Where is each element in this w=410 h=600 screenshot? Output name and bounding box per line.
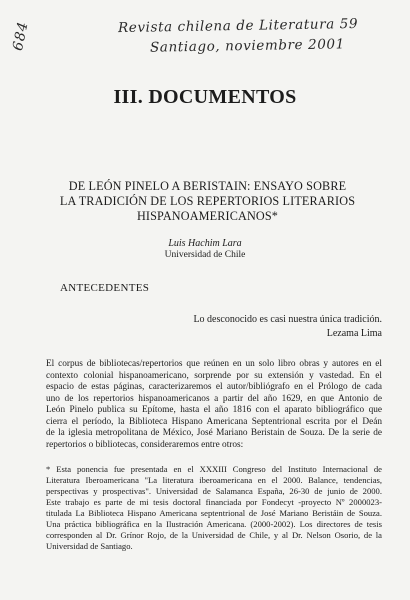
body-line: de la iglesia metropolitana de México, José Mariano Beristain de Souza. De la serie de <box>46 428 382 438</box>
footnote-line: Este trabajo es parte de mi tesis doctoral financiada por Fondecyt -proyecto Nº 2000023- <box>46 497 382 507</box>
title-line: LA TRADICIÓN DE LOS REPERTORIOS LITERARIOS <box>59 194 356 208</box>
body-line: espacio de estas páginas, caracterizaremos el autor/bibliógrafo en el Prólogo de cada <box>46 382 382 392</box>
article-title <box>30 179 385 224</box>
body-paragraph <box>46 359 382 451</box>
body-line: uno de los repertorios hispanoamericanos a partir del año 1629, en que Antonio de <box>46 393 382 404</box>
body-line: León Pinelo publica su Epítome, hasta el año 1816 con el aparato bibliográfico que <box>46 405 382 415</box>
footnote-line: corresponden al Dr. Grínor Rojo, de la Universidad de Chile, y al Dr. Nelson Osorio, de la <box>46 530 382 540</box>
epigraph-quote: Lo desconocido es casi nuestra única tradición. <box>193 314 382 325</box>
footnote-line: perspectivas y prospectivas". Universidad de Salamanca España, 26-30 de junio de 2000. <box>46 486 382 496</box>
handwritten-citation-line-1: Revista chilena de Literatura 59 <box>117 15 359 37</box>
footnote-line: * Esta ponencia fue presentada en el XXXIII Congreso del Instituto Internacional de <box>46 464 382 474</box>
handwritten-margin-mark: 684 <box>9 19 32 53</box>
epigraph-attribution: Lezama Lima <box>326 328 382 339</box>
footnote-line: Literatura Iberoamericana "La literatura iberoamericana en el 2000. Balance, tendencias, <box>46 475 382 485</box>
footnote-line: Universidad de Santiago. <box>46 541 133 551</box>
section-heading: III. DOCUMENTOS <box>113 86 297 108</box>
subsection-heading: ANTECEDENTES <box>60 282 150 294</box>
footnote <box>46 464 382 552</box>
author-affiliation: Universidad de Chile <box>164 250 246 260</box>
body-line: contexto colonial hispanoamericano, sorprende por su extensión y vastedad. En el <box>46 370 382 381</box>
title-line: DE LEÓN PINELO A BERISTAIN: ENSAYO SOBRE <box>68 179 347 193</box>
handwritten-citation-line-2: Santiago, noviembre 2001 <box>149 36 345 56</box>
body-line: El corpus de bibliotecas/repertorios que reúnen en un solo libro obras y autores en el <box>46 359 382 369</box>
footnote-line: titulada La Biblioteca Hispano Americana septentrional de José Mariano Beristáin de Souza. <box>46 508 382 518</box>
epigraph <box>193 313 382 341</box>
author-name: Luis Hachim Lara <box>168 238 242 249</box>
body-line: repertorios o bibliotecas, consideraremos entre otros: <box>46 439 244 450</box>
title-line: HISPANOAMERICANOS* <box>136 209 279 223</box>
footnote-line: Una práctica bibliográfica en la Ilustración Americana. (2000-2002). Los directores de tesis <box>46 519 382 529</box>
body-line: cierra el período, la Biblioteca Hispano Americana Septentrional escrita por el Deán <box>46 416 382 427</box>
